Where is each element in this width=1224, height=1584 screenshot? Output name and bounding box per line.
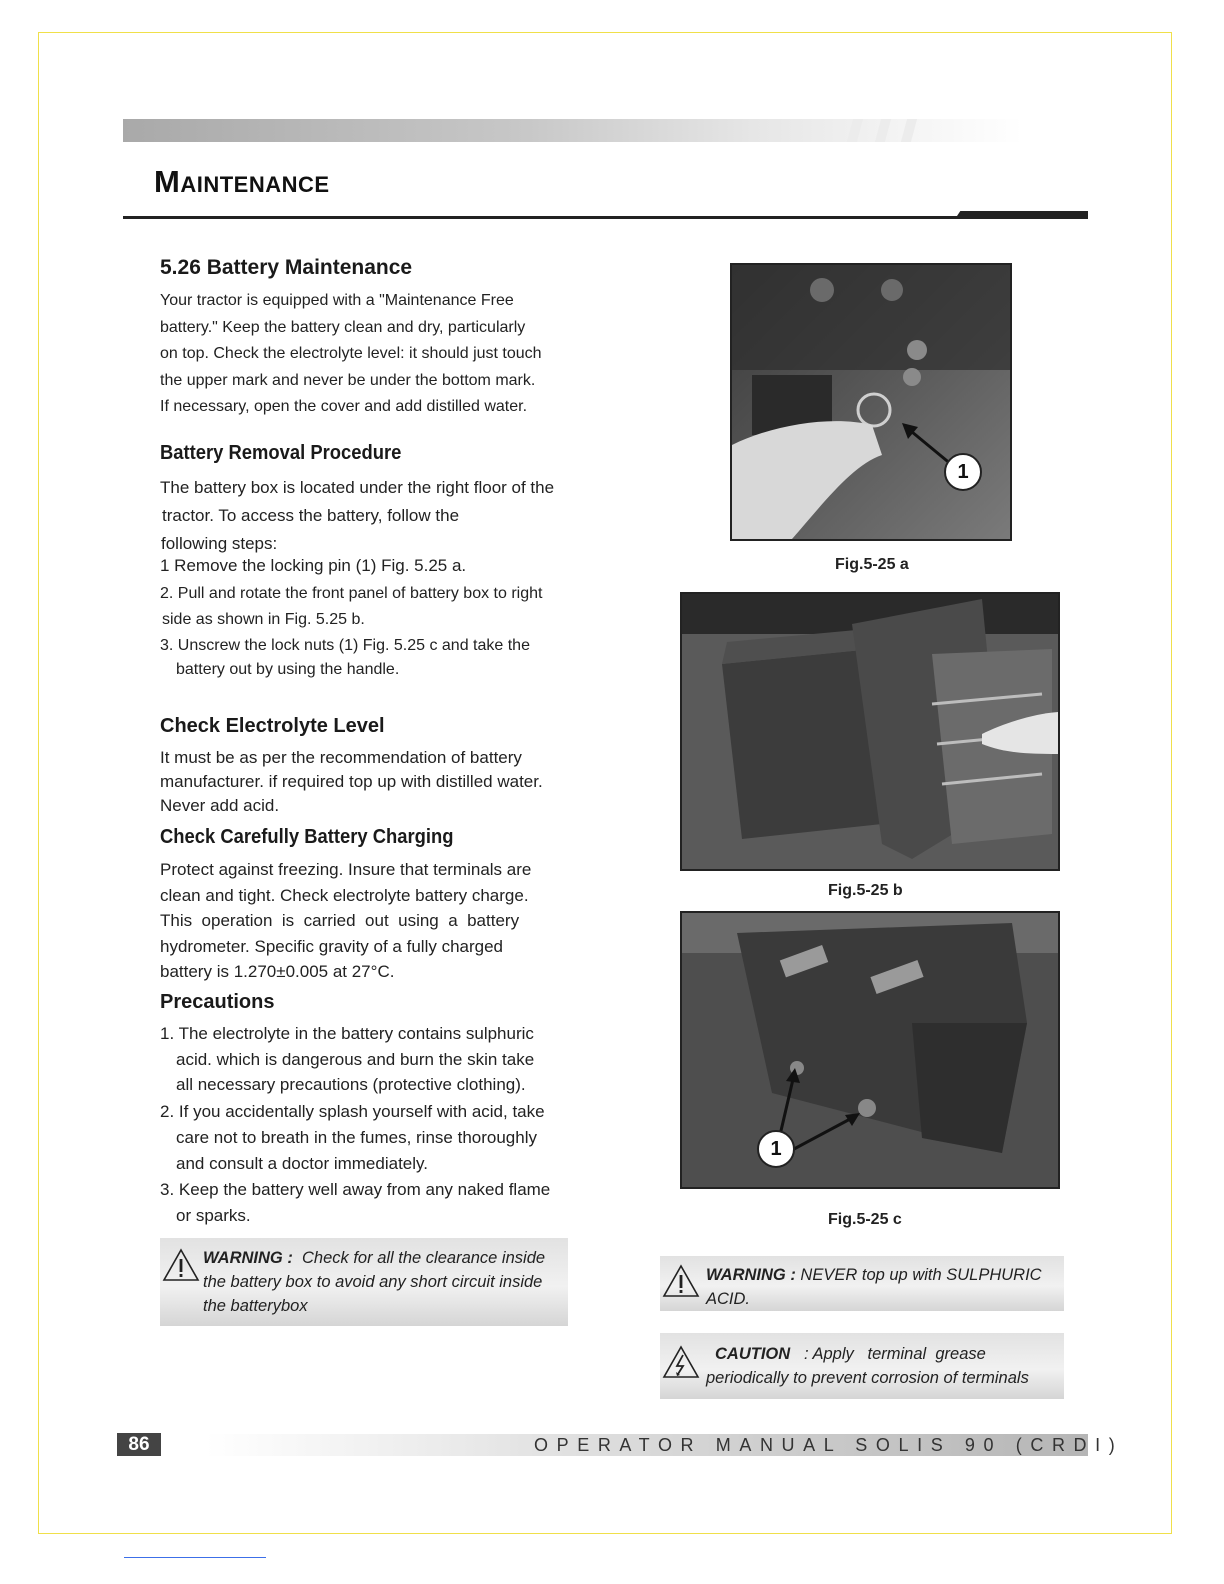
text-line: Protect against freezing. Insure that terminals are: [160, 860, 532, 879]
caution-text: periodically to prevent corrosion of terminals: [706, 1369, 1029, 1387]
text-line: on top. Check the electrolyte level: it should just touch: [160, 345, 542, 362]
text-line: clean and tight. Check electrolyte battery charge.: [160, 885, 529, 905]
caution-text: : Apply terminal grease: [803, 1345, 986, 1363]
battery-box-panel-illustration: [682, 594, 1058, 869]
removal-heading: Battery Removal Procedure: [160, 442, 402, 464]
manual-title: OPERATOR MANUAL SOLIS 90 (CRDI): [534, 1435, 1124, 1455]
warning-label: WARNING :: [203, 1249, 293, 1267]
text-line: all necessary precautions (protective clothing).: [176, 1075, 526, 1095]
battery-locking-pin-illustration: [732, 265, 1010, 539]
figure-a-caption: Fig.5-25 a: [835, 556, 909, 573]
charging-heading: Check Carefully Battery Charging: [160, 826, 454, 848]
text-line: care not to breath in the fumes, rinse thoroughly: [176, 1127, 537, 1147]
warning-triangle-icon: [162, 1248, 200, 1282]
removal-step-3: 3. Unscrew the lock nuts (1) Fig. 5.25 c and take the: [160, 637, 530, 654]
text-line: Never add acid.: [160, 796, 280, 815]
text-line: If necessary, open the cover and add distilled water.: [160, 398, 528, 415]
text-line: following steps:: [161, 534, 278, 553]
text-line: 2. If you accidentally splash yourself with acid, take: [160, 1102, 545, 1122]
removal-step-3-cont: battery out by using the handle.: [176, 661, 400, 678]
removal-intro: [160, 474, 600, 558]
battery-lock-nuts-illustration: [682, 913, 1058, 1187]
text-line: This operation is carried out using a battery: [160, 911, 520, 930]
text-line: battery." Keep the battery clean and dry, particularly: [160, 318, 526, 336]
electrolyte-text: [160, 746, 600, 818]
electrical-hazard-icon: [662, 1345, 700, 1379]
text-line: The battery box is located under the right floor of the: [160, 478, 555, 497]
text-line: manufacturer. if required top up with distilled water.: [160, 772, 543, 791]
figure-a-photo: [730, 263, 1012, 541]
warning-box-left: [160, 1238, 568, 1326]
precautions-heading: Precautions: [160, 991, 275, 1013]
text-line: 1. The electrolyte in the battery contains sulphuric: [160, 1024, 534, 1043]
charging-text: [160, 857, 560, 985]
header-rule: [123, 216, 1088, 219]
text-line: or sparks.: [176, 1205, 251, 1225]
text-line: Your tractor is equipped with a "Maintenance Free: [160, 292, 514, 309]
warning-right-line-1: [706, 1263, 1064, 1287]
callout-number: 1: [944, 453, 982, 491]
callout-number: 1: [757, 1130, 795, 1168]
text-line: and consult a doctor immediately.: [176, 1153, 428, 1173]
warning-text: NEVER top up with SULPHURIC: [800, 1266, 1042, 1284]
text-line: 3. Keep the battery well away from any naked flame: [160, 1180, 551, 1200]
text-line: acid. which is dangerous and burn the skin take: [176, 1049, 535, 1069]
bottom-link-underline: [124, 1557, 266, 1558]
warning-box-right: [660, 1256, 1064, 1311]
caution-label: CAUTION: [715, 1345, 791, 1363]
warning-text: the batterybox: [203, 1297, 308, 1315]
warning-left-line-1: [203, 1246, 568, 1270]
warning-label: WARNING :: [706, 1266, 796, 1284]
warning-triangle-icon: [662, 1264, 700, 1298]
text-line: tractor. To access the battery, follow the: [162, 506, 460, 525]
removal-step-2: 2. Pull and rotate the front panel of battery box to right: [160, 585, 543, 602]
page-title: Maintenance: [154, 164, 330, 199]
header-rule-end: [955, 211, 1088, 219]
electrolyte-heading: Check Electrolyte Level: [160, 715, 385, 737]
text-line: hydrometer. Specific gravity of a fully charged: [160, 936, 503, 956]
precautions-list: [160, 1021, 580, 1229]
figure-b-photo: [680, 592, 1060, 871]
removal-step-2-cont: side as shown in Fig. 5.25 b.: [162, 611, 365, 628]
removal-step-1: 1 Remove the locking pin (1) Fig. 5.25 a.: [160, 556, 467, 575]
text-line: battery is 1.270±0.005 at 27°C.: [160, 962, 395, 981]
caution-box: [660, 1333, 1064, 1399]
text-line: It must be as per the recommendation of battery: [160, 748, 522, 767]
page-number: 86: [117, 1433, 161, 1456]
figure-c-caption: Fig.5-25 c: [828, 1211, 902, 1228]
figure-c-photo: [680, 911, 1060, 1189]
section-heading: 5.26 Battery Maintenance: [160, 256, 413, 279]
caution-line-1: [706, 1342, 1064, 1366]
section-intro: [160, 288, 600, 421]
warning-text: ACID.: [706, 1290, 751, 1308]
warning-text: the battery box to avoid any short circuit inside: [203, 1273, 543, 1291]
warning-text: Check for all the clearance inside: [302, 1249, 546, 1267]
figure-b-caption: Fig.5-25 b: [828, 882, 903, 899]
text-line: the upper mark and never be under the bottom mark.: [160, 371, 536, 389]
